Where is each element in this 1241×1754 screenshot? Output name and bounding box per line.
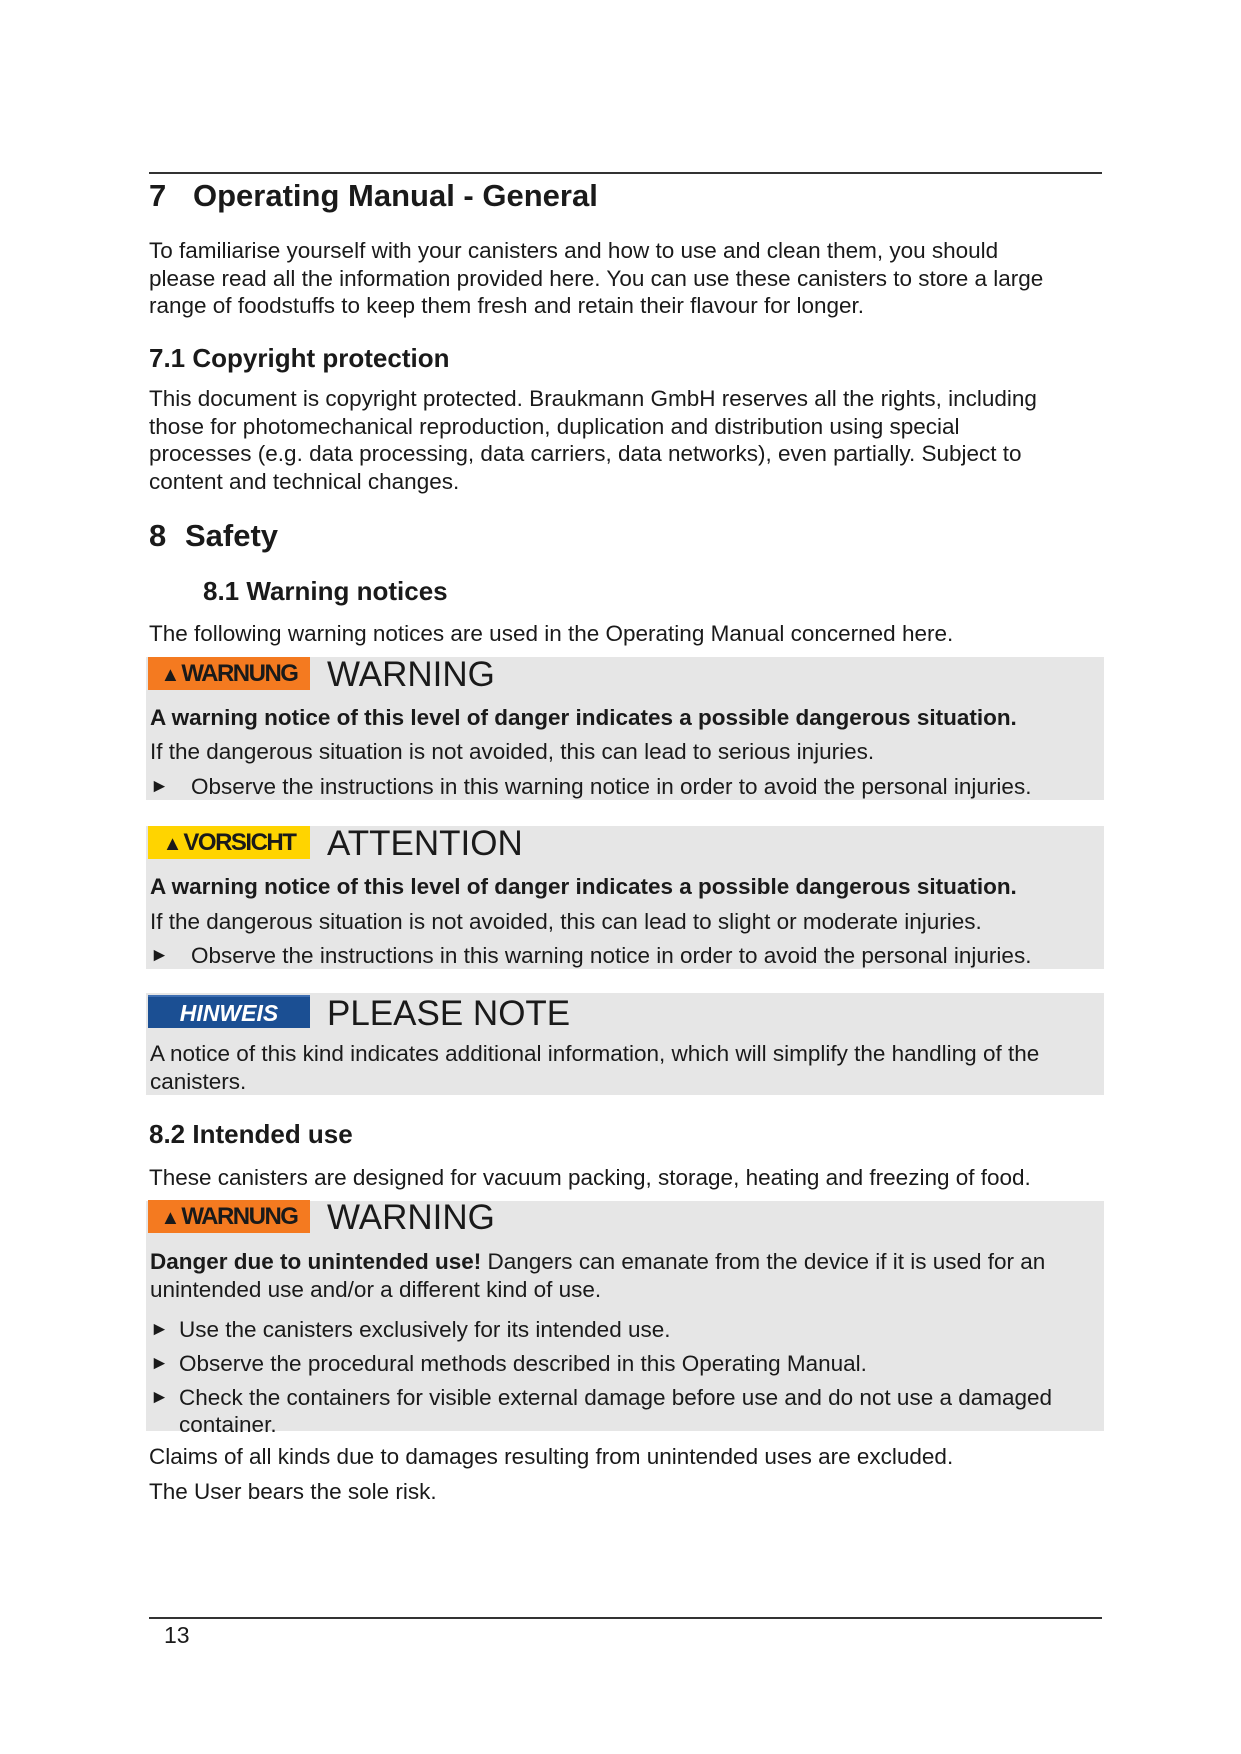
section-7-intro-line: To familiarise yourself with your canisters and how to use and clean them, you should [149, 238, 999, 263]
warning-triangle-icon: ▲ [162, 833, 183, 855]
section-8-heading [149, 518, 278, 554]
intended-use-bullet-text: Observe the procedural methods described in this Operating Manual. [179, 1351, 867, 1376]
note-body [150, 1040, 1098, 1095]
section-8-1-intro: The following warning notices are used in the Operating Manual concerned here. [149, 621, 954, 646]
note-notice-box [146, 993, 1104, 1095]
warning-line: If the dangerous situation is not avoided, this can lead to serious injuries. [150, 739, 875, 764]
bullet-arrow-icon: ► [150, 1319, 169, 1340]
section-7-intro-line: range of foodstuffs to keep them fresh and retain their flavour for longer. [149, 293, 865, 318]
note-title: PLEASE NOTE [327, 994, 571, 1033]
note-badge: HINWEIS [148, 995, 310, 1028]
footer-rule [149, 1617, 1102, 1619]
section-7-number: 7 [149, 178, 167, 213]
section-7-1-line: processes (e.g. data processing, data carriers, data networks), even partially. Subject to [149, 441, 1022, 466]
section-8-2-heading: 8.2 Intended use [149, 1119, 353, 1149]
bullet-arrow-icon: ► [150, 1353, 169, 1374]
bullet-arrow-icon: ► [150, 945, 169, 966]
section-8-title: Safety [185, 518, 279, 553]
intended-use-bullet-text: Check the containers for visible external damage before use and do not use a damaged [179, 1385, 1053, 1410]
intended-use-title: WARNING [327, 1198, 495, 1237]
intended-use-lead-bold: Danger due to unintended use! [150, 1249, 482, 1274]
closing-line-1: Claims of all kinds due to damages resulting from unintended uses are excluded. [149, 1444, 954, 1469]
attention-bullet-text: Observe the instructions in this warning notice in order to avoid the personal injuries. [191, 943, 1032, 968]
section-7-1-line: This document is copyright protected. Braukmann GmbH reserves all the rights, including [149, 386, 1037, 411]
closing-line-2: The User bears the sole risk. [149, 1479, 437, 1504]
intended-use-bullet-text: Use the canisters exclusively for its intended use. [179, 1317, 671, 1342]
section-7-1-heading: 7.1 Copyright protection [149, 343, 450, 373]
intended-use-lead-rest: Dangers can emanate from the device if it is used for an [481, 1249, 1046, 1274]
bullet-arrow-icon: ► [150, 1387, 169, 1408]
note-line: A notice of this kind indicates additional information, which will simplify the handling of the [150, 1041, 1040, 1066]
attention-badge [148, 826, 310, 859]
attention-line: If the dangerous situation is not avoided, this can lead to slight or moderate injuries. [150, 909, 982, 934]
warning-badge-label: WARNUNG [181, 660, 298, 687]
section-8-2-intro: These canisters are designed for vacuum packing, storage, heating and freezing of food. [149, 1165, 1031, 1190]
warning-title: WARNING [327, 655, 495, 694]
attention-badge-label: VORSICHT [183, 829, 296, 856]
bullet-arrow-icon: ► [150, 776, 169, 797]
section-7-1-line: those for photomechanical reproduction, duplication and distribution using special [149, 413, 960, 439]
section-7-intro [149, 237, 1043, 320]
page-number: 13 [164, 1622, 190, 1648]
note-line: canisters. [150, 1068, 247, 1094]
warning-badge [148, 657, 310, 690]
warning-triangle-icon: ▲ [160, 664, 181, 686]
attention-bold-line: A warning notice of this level of danger indicates a possible dangerous situation. [150, 874, 1017, 899]
section-8-number: 8 [149, 518, 167, 553]
header-rule [149, 172, 1102, 174]
section-7-title: Operating Manual - General [193, 178, 598, 213]
attention-title: ATTENTION [327, 824, 523, 863]
section-7-intro-line: please read all the information provided here. You can use these canisters to store a large [149, 265, 1044, 291]
intended-use-bullet-continuation: container. [179, 1412, 277, 1437]
intended-use-lead-line2: unintended use and/or a different kind of use. [150, 1276, 602, 1302]
section-7-1-line: content and technical changes. [149, 468, 460, 494]
section-7-1-body [149, 385, 1037, 495]
warning-triangle-icon: ▲ [160, 1207, 181, 1229]
section-8-1-heading: 8.1 Warning notices [203, 576, 448, 606]
intended-use-badge-label: WARNUNG [181, 1203, 298, 1230]
intended-use-lead [150, 1248, 1098, 1303]
warning-bullet-text: Observe the instructions in this warning notice in order to avoid the personal injuries. [191, 774, 1032, 799]
intended-use-badge [148, 1200, 310, 1233]
attention-notice-box [146, 826, 1104, 969]
warning-bold-line: A warning notice of this level of danger indicates a possible dangerous situation. [150, 705, 1017, 730]
section-7-heading [149, 178, 598, 214]
intended-use-warning-box [146, 1198, 1104, 1437]
warning-notice-box [146, 657, 1104, 800]
